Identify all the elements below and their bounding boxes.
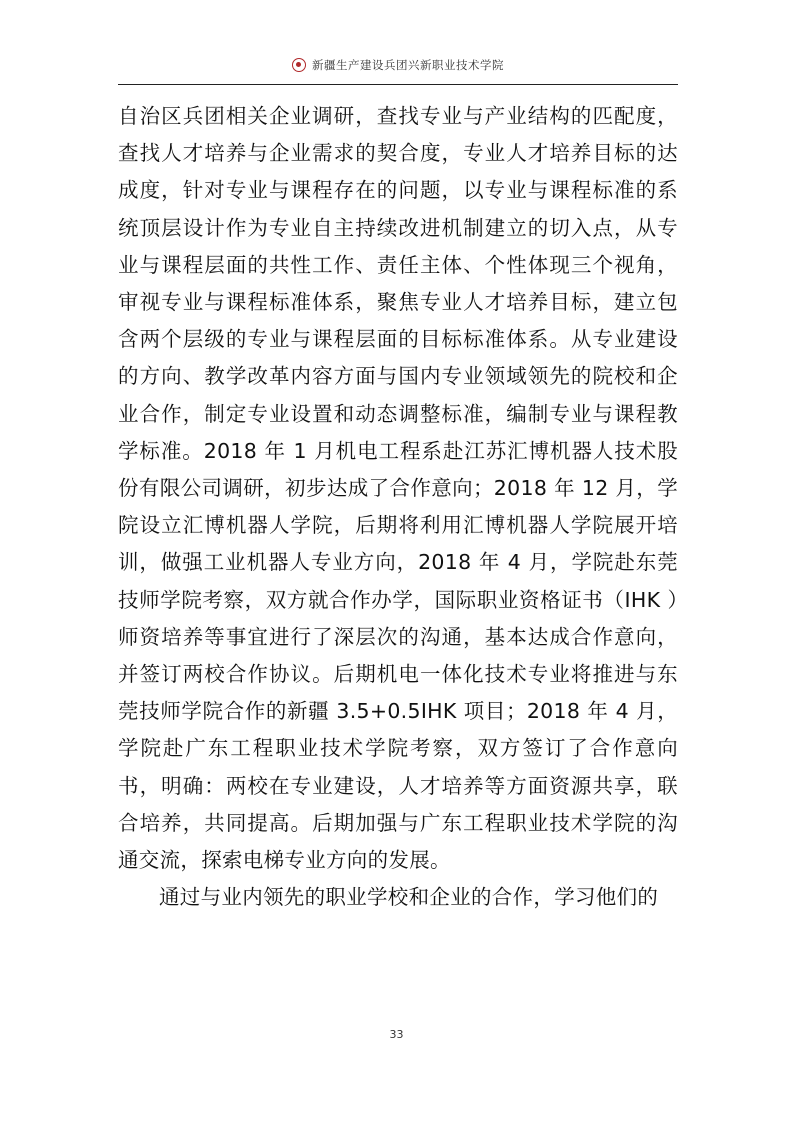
- document-body: [118, 98, 678, 916]
- page-header: [118, 50, 678, 85]
- body-paragraph: 通过与业内领先的职业学校和企业的合作，学习他们的: [159, 885, 659, 910]
- header-content: [292, 57, 504, 73]
- body-paragraph: 自治区兵团相关企业调研，查找专业与产业结构的匹配度，查找人才培养与企业需求的契合度，专业人才培养目标的达成度，针对专业与课程存在的问题，以专业与课程标准的系统顶层设计作为专业自主持续改进机制建立的切入点，从专业与课程层面的共性工作、责任主体、个性体现三个视角，审视专业与课程标准体系，聚焦专业人才培养目标，建立包含两个层级的专业与课程层面的目标标准体系。从专业建设的方向、教学改革内容方面与国内专业领域领先的院校和企业合作，制定专业设置和动态调整标准，编制专业与课程教学标准。2018 年 1 月机电工程系赴江苏汇博机器人技术股份有限公司调研，初步达成了合作意向；2018 年 12 月，学院设立汇博机器人学院，后期将利用汇博机器人学院展开培训，做强工业机器人专业方向，2018 年 4 月，学院赴东莞技师学院考察，双方就合作办学，国际职业资格证书（IHK ）师资培养等事宜进行了深层次的沟通，基本达成合作意向，并签订两校合作协议。后期机电一体化技术专业将推进与东莞技师学院合作的新疆 3.5+0.5IHK 项目；2018 年 4 月，学院赴广东工程职业技术学院考察，双方签订了合作意向书，明确：两校在专业建设，人才培养等方面资源共享，联合培养，共同提高。后期加强与广东工程职业技术学院的沟通交流，探索电梯专业方向的发展。: [118, 104, 678, 873]
- page-number: 33: [389, 1028, 404, 1041]
- header-institution-name: 新疆生产建设兵团兴新职业技术学院: [312, 58, 504, 72]
- school-seal-icon: [292, 58, 306, 72]
